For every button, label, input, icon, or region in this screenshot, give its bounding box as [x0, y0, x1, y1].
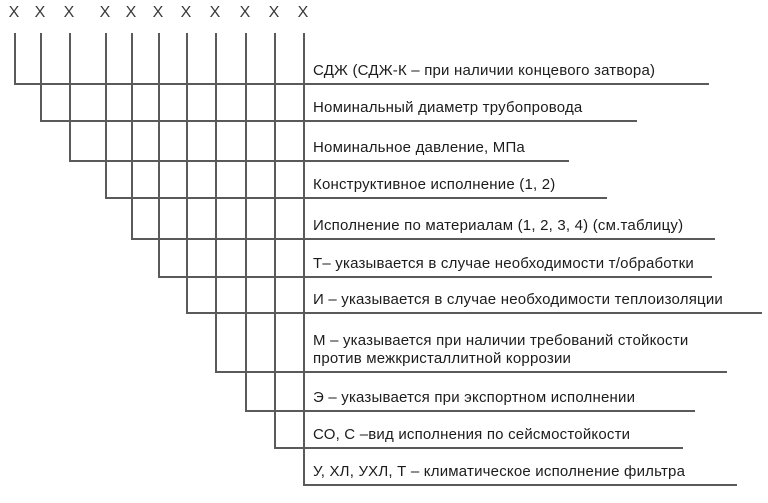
designation-part-label-7 [313, 291, 723, 309]
leader-line-vertical-6 [158, 33, 160, 276]
designation-x-mark-3: X [63, 4, 75, 21]
leader-line-vertical-2 [40, 33, 42, 120]
label-text: Номинальный диаметр трубопровода [313, 99, 583, 116]
label-text: Т– указывается в случае необходимости т/обработки [313, 255, 694, 272]
designation-x-mark-11: X [297, 4, 309, 21]
leader-line-horizontal-11 [303, 484, 737, 486]
label-text: И – указывается в случае необходимости теплоизоляции [313, 291, 723, 308]
label-text: У, ХЛ, УХЛ, Т – климатическое исполнение фильтра [313, 463, 686, 480]
label-text: СДЖ (СДЖ-К – при наличии концевого затвора) [313, 62, 656, 79]
label-text: Исполнение по материалам (1, 2, 3, 4) (см.таблицу) [313, 217, 684, 234]
designation-part-label-2 [313, 99, 582, 117]
leader-line-vertical-1 [14, 33, 16, 83]
label-text: Э – указывается при экспортном исполнении [313, 389, 636, 406]
designation-part-label-6 [313, 255, 694, 273]
designation-part-label-5 [313, 217, 683, 235]
leader-line-vertical-7 [186, 33, 188, 312]
leader-line-horizontal-2 [40, 120, 637, 122]
designation-x-mark-2: X [34, 4, 46, 21]
leader-line-vertical-8 [215, 33, 217, 371]
leader-line-horizontal-1 [14, 83, 709, 85]
designation-part-label-1 [313, 62, 655, 80]
designation-part-label-11 [313, 463, 685, 481]
leader-line-horizontal-5 [131, 238, 715, 240]
designation-part-label-8 [313, 332, 688, 368]
leader-line-vertical-3 [69, 33, 71, 160]
label-text: СО, С –вид исполнения по сейсмостойкости [313, 426, 631, 443]
leader-line-vertical-10 [274, 33, 276, 447]
designation-x-mark-6: X [152, 4, 164, 21]
leader-line-horizontal-6 [158, 276, 712, 278]
leader-line-horizontal-7 [186, 312, 762, 314]
designation-x-mark-10: X [268, 4, 280, 21]
designation-x-mark-4: X [99, 4, 111, 21]
label-text: Номинальное давление, МПа [313, 139, 525, 156]
leader-line-horizontal-3 [69, 160, 569, 162]
designation-part-label-10 [313, 426, 630, 444]
designation-x-mark-5: X [125, 4, 137, 21]
designation-part-label-4 [313, 176, 555, 194]
leader-line-horizontal-8 [215, 371, 727, 373]
leader-line-horizontal-10 [274, 447, 683, 449]
leader-line-horizontal-4 [105, 197, 607, 199]
leader-line-horizontal-9 [245, 410, 695, 412]
designation-part-label-9 [313, 389, 635, 407]
designation-x-mark-7: X [180, 4, 192, 21]
leader-line-vertical-9 [245, 33, 247, 410]
designation-x-mark-8: X [209, 4, 221, 21]
label-text: Конструктивное исполнение (1, 2) [313, 176, 556, 193]
label-text-line2: против межкристаллитной коррозии [313, 350, 572, 367]
leader-line-vertical-11 [303, 33, 305, 484]
designation-x-mark-9: X [239, 4, 251, 21]
leader-line-vertical-4 [105, 33, 107, 197]
label-text-line1: М – указывается при наличии требований стойкости [313, 332, 689, 349]
leader-line-vertical-5 [131, 33, 133, 238]
designation-part-label-3 [313, 139, 525, 157]
designation-x-mark-1: X [8, 4, 20, 21]
